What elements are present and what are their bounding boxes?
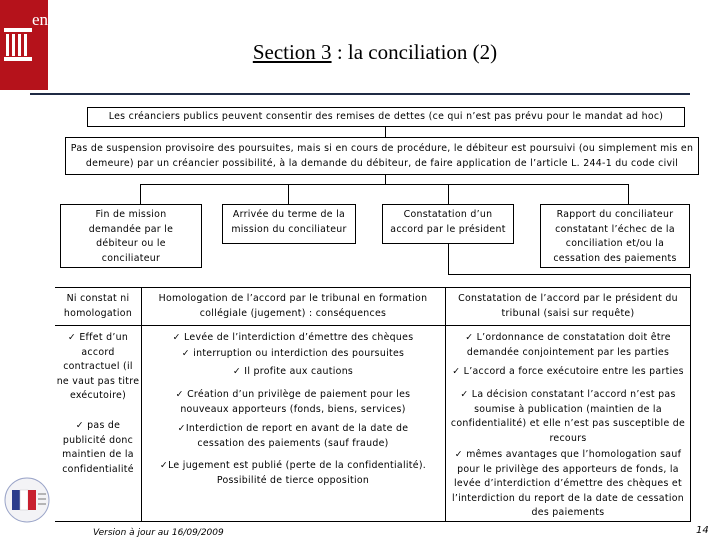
col2-item-text: ✓ interruption ou interdiction des poursuites <box>181 348 405 359</box>
col2-item <box>148 331 438 346</box>
col2-header <box>148 292 438 321</box>
connector-to-fin <box>140 184 141 204</box>
col2-item <box>155 388 431 417</box>
col2-item <box>158 459 428 488</box>
connector-to-arrivee <box>288 184 289 204</box>
connector-lower-horizontal <box>448 274 691 275</box>
header-divider <box>30 93 690 95</box>
connector-1 <box>385 127 386 137</box>
arrivee-terme-box <box>222 204 356 244</box>
col1-item-text: ✓ pas de publicité donc maintien de la confidentialité <box>62 420 134 475</box>
constatation-text: Constatation d’un accord par le président <box>390 209 506 235</box>
col2-item-text: ✓ Création d’un privilège de paiement pour les nouveaux apporteurs (fonds, biens, services) <box>175 389 411 415</box>
table-col-divider-1 <box>141 287 142 521</box>
connector-to-constatation <box>448 184 449 204</box>
col2-item-text: ✓ Il profite aux cautions <box>232 366 354 377</box>
col2-item-text: ✓Le jugement est publié (perte de la confidentialité). Possibilité de tierce opposition <box>159 460 427 486</box>
col2-item <box>148 365 438 380</box>
col1-item-text: ✓ Effet d’un accord contractuel (il ne vaut pas titre exécutoire) <box>56 332 140 401</box>
connector-lower-vertical <box>448 244 449 274</box>
page-title <box>150 40 600 65</box>
col3-item-text: ✓ L’accord a force exécutoire entre les parties <box>452 366 684 377</box>
col3-header <box>448 292 688 321</box>
col1-header <box>56 292 140 321</box>
pas-suspension-box <box>65 137 699 175</box>
rapport-text: Rapport du conciliateur constatant l’échec de la conciliation et/ou la cessation des paiements <box>553 209 677 264</box>
table-bottom-border <box>55 521 691 522</box>
fin-mission-text: Fin de mission demandée par le débiteur ou le conciliateur <box>88 209 174 264</box>
enm-logo-text: enm <box>32 10 62 29</box>
col3-item <box>448 365 688 380</box>
title-section: Section 3 <box>252 40 332 64</box>
fin-mission-box <box>60 204 202 268</box>
creanciers-publics-text: Les créanciers publics peuvent consentir des remises de dettes (ce qui n’est pas prévu pour le mandat ad hoc) <box>108 111 664 122</box>
rapport-box <box>540 204 690 268</box>
col1-header-text: Ni constat ni homologation <box>63 293 133 319</box>
table-right-border <box>690 274 691 522</box>
col2-item <box>148 347 438 362</box>
connector-horizontal <box>140 184 628 185</box>
constatation-box <box>382 204 514 244</box>
table-head-border <box>55 325 691 326</box>
col2-item <box>160 422 426 451</box>
col3-item <box>452 331 684 360</box>
ministry-emblem-icon <box>2 470 52 530</box>
col2-header-text: Homologation de l’accord par le tribunal en formation collégiale (jugement) : conséquences <box>158 293 428 319</box>
table-top-border <box>55 287 691 288</box>
col3-item-text: ✓ La décision constatant l’accord n’est pas soumise à publication (maintien de la confidentialité) et elle n’est pas susceptible de recours <box>450 389 686 444</box>
pas-suspension-text: Pas de suspension provisoire des poursuites, mais si en cours de procédure, le débiteur est poursuivi (ou simplement mis en demeure) par un créancier possibilité, à la demande du débiteur, de faire application de l’article L. 244-1 du code civil <box>70 143 694 169</box>
connector-to-rapport <box>628 184 629 204</box>
building-pillars-icon <box>4 24 32 64</box>
col3-item-text: ✓ L’ordonnance de constatation doit être demandée conjointement par les parties <box>465 332 671 358</box>
page-number: 14 <box>696 525 709 536</box>
table-col-divider-2 <box>445 287 446 521</box>
col1-item <box>56 331 140 404</box>
creanciers-publics-box <box>87 107 685 127</box>
version-footer: Version à jour au 16/09/2009 <box>93 528 224 538</box>
col2-item-text: ✓Interdiction de report en avant de la date de cessation des paiements (sauf fraude) <box>177 423 409 449</box>
arrivee-terme-text: Arrivée du terme de la mission du conciliateur <box>231 209 347 235</box>
col3-item <box>450 388 686 446</box>
col3-item <box>450 448 686 521</box>
col2-item-text: ✓ Levée de l’interdiction d’émettre des chèques <box>172 332 414 343</box>
enm-logo <box>0 0 62 90</box>
title-rest: : la conciliation (2) <box>331 40 498 64</box>
col3-header-text: Constatation de l’accord par le président du tribunal (saisi sur requête) <box>458 293 678 319</box>
col1-item <box>56 419 140 477</box>
connector-2 <box>385 175 386 184</box>
col3-item-text: ✓ mêmes avantages que l’homologation sauf pour le privilège des apporteurs de fonds, la levée d’interdiction d’émettre des chèques et l’interdiction du report de la date de cessation des paiements <box>451 449 685 518</box>
